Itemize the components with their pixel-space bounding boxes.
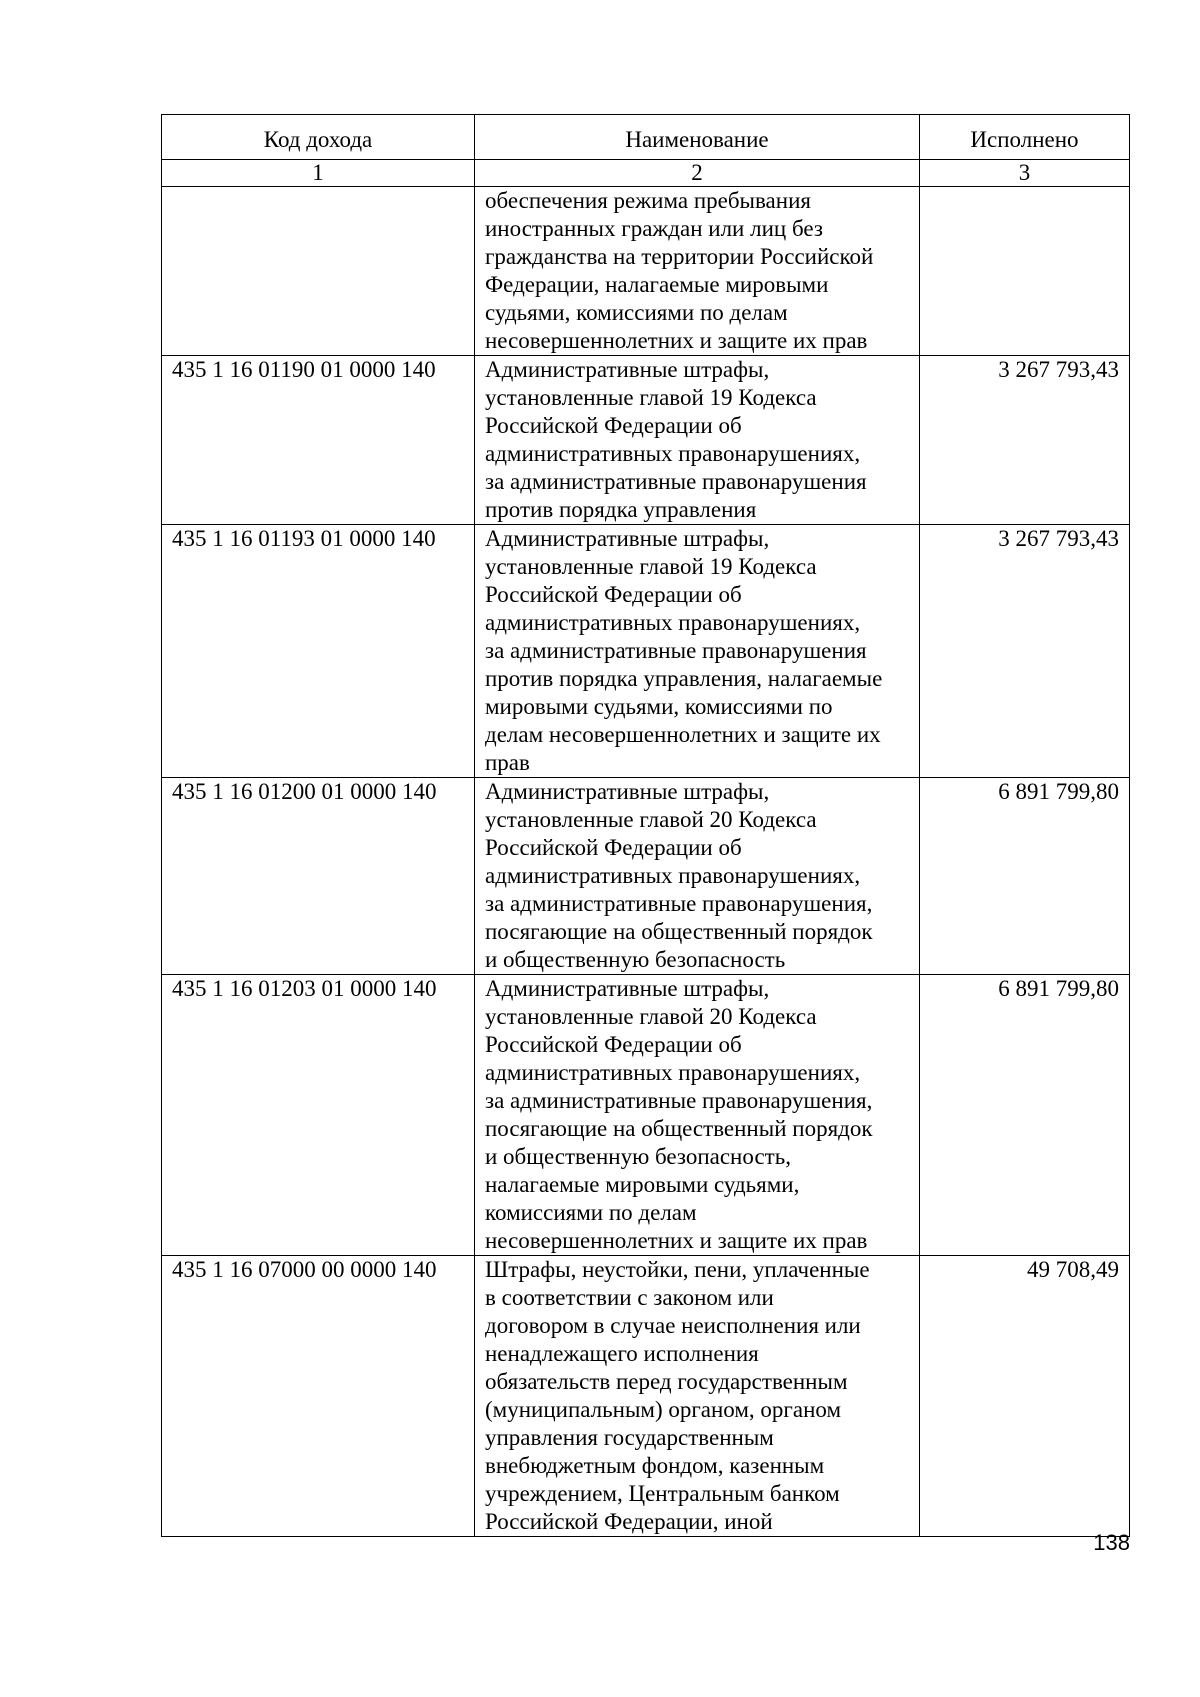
name-line: против порядка управления (485, 497, 757, 522)
income-code-cell: 435 1 16 01200 01 0000 140 (162, 778, 475, 975)
name-line: за административные правонарушения, (485, 891, 873, 916)
column-number-row (162, 160, 1130, 187)
name-line: Российской Федерации об (485, 1032, 742, 1057)
table-row (162, 356, 1130, 525)
table-row (162, 525, 1130, 778)
name-cell (475, 778, 920, 975)
column-number: 1 (162, 160, 475, 187)
revenue-table (161, 114, 1130, 1537)
name-cell (475, 525, 920, 778)
name-line: посягающие на общественный порядок (485, 1116, 873, 1141)
name-line: и общественную безопасность (485, 947, 786, 972)
name-line: за административные правонарушения (485, 469, 867, 494)
name-cell (475, 356, 920, 525)
name-line: обеспечения режима пребывания (485, 188, 811, 213)
header-executed: Исполнено (920, 115, 1130, 160)
header-income-code: Код дохода (162, 115, 475, 160)
name-line: административных правонарушениях, (485, 1060, 861, 1085)
column-number: 2 (475, 160, 920, 187)
income-code-cell: 435 1 16 01190 01 0000 140 (162, 356, 475, 525)
name-line: за административные правонарушения (485, 638, 867, 663)
name-line: договором в случае неисполнения или (485, 1313, 861, 1338)
table-row (162, 187, 1130, 356)
name-line: учреждением, Центральным банком (485, 1481, 840, 1506)
name-line: Административные штрафы, (485, 976, 770, 1001)
name-line: (муниципальным) органом, органом (485, 1397, 841, 1422)
name-line: делам несовершеннолетних и защите их (485, 722, 881, 747)
executed-amount-cell: 3 267 793,43 (920, 525, 1130, 778)
income-code-cell (162, 187, 475, 356)
name-line: мировыми судьями, комиссиями по (485, 694, 833, 719)
name-line: Штрафы, неустойки, пени, уплаченные (485, 1257, 870, 1282)
name-line: обязательств перед государственным (485, 1369, 848, 1394)
executed-amount-cell: 6 891 799,80 (920, 778, 1130, 975)
name-cell (475, 187, 920, 356)
name-line: Российской Федерации об (485, 835, 742, 860)
name-line: административных правонарушениях, (485, 441, 861, 466)
name-line: Федерации, налагаемые мировыми (485, 272, 829, 297)
name-line: Российской Федерации об (485, 582, 742, 607)
executed-amount-cell (920, 187, 1130, 356)
name-line: установленные главой 19 Кодекса (485, 554, 817, 579)
name-line: Российской Федерации об (485, 413, 742, 438)
name-line: за административные правонарушения, (485, 1088, 873, 1113)
name-line: Административные штрафы, (485, 779, 770, 804)
header-name: Наименование (475, 115, 920, 160)
name-line: судьями, комиссиями по делам (485, 300, 788, 325)
name-line: Российской Федерации, иной (485, 1509, 773, 1534)
table-row (162, 1256, 1130, 1537)
name-line: несовершеннолетних и защите их прав (485, 1228, 868, 1253)
income-code-cell: 435 1 16 07000 00 0000 140 (162, 1256, 475, 1537)
name-line: ненадлежащего исполнения (485, 1341, 759, 1366)
executed-amount-cell: 3 267 793,43 (920, 356, 1130, 525)
header-row (162, 115, 1130, 160)
name-line: Административные штрафы, (485, 526, 770, 551)
name-line: комиссиями по делам (485, 1200, 697, 1225)
name-line: посягающие на общественный порядок (485, 919, 873, 944)
page-number: 138 (1093, 1530, 1130, 1555)
executed-amount-cell: 6 891 799,80 (920, 975, 1130, 1256)
column-number: 3 (920, 160, 1130, 187)
income-code-cell: 435 1 16 01193 01 0000 140 (162, 525, 475, 778)
table-row (162, 975, 1130, 1256)
name-line: административных правонарушениях, (485, 610, 861, 635)
name-line: установленные главой 20 Кодекса (485, 1004, 817, 1029)
name-line: гражданства на территории Российской (485, 244, 874, 269)
executed-amount-cell: 49 708,49 (920, 1256, 1130, 1537)
name-line: Административные штрафы, (485, 357, 770, 382)
income-code-cell: 435 1 16 01203 01 0000 140 (162, 975, 475, 1256)
name-line: против порядка управления, налагаемые (485, 666, 883, 691)
name-line: установленные главой 20 Кодекса (485, 807, 817, 832)
name-cell (475, 1256, 920, 1537)
name-line: прав (485, 750, 530, 775)
name-line: в соответствии с законом или (485, 1285, 774, 1310)
name-line: внебюджетным фондом, казенным (485, 1453, 825, 1478)
name-cell (475, 975, 920, 1256)
name-line: несовершеннолетних и защите их прав (485, 328, 868, 353)
table-row (162, 778, 1130, 975)
name-line: установленные главой 19 Кодекса (485, 385, 817, 410)
name-line: административных правонарушениях, (485, 863, 861, 888)
name-line: налагаемые мировыми судьями, (485, 1172, 800, 1197)
name-line: управления государственным (485, 1425, 774, 1450)
name-line: и общественную безопасность, (485, 1144, 791, 1169)
name-line: иностранных граждан или лиц без (485, 216, 823, 241)
